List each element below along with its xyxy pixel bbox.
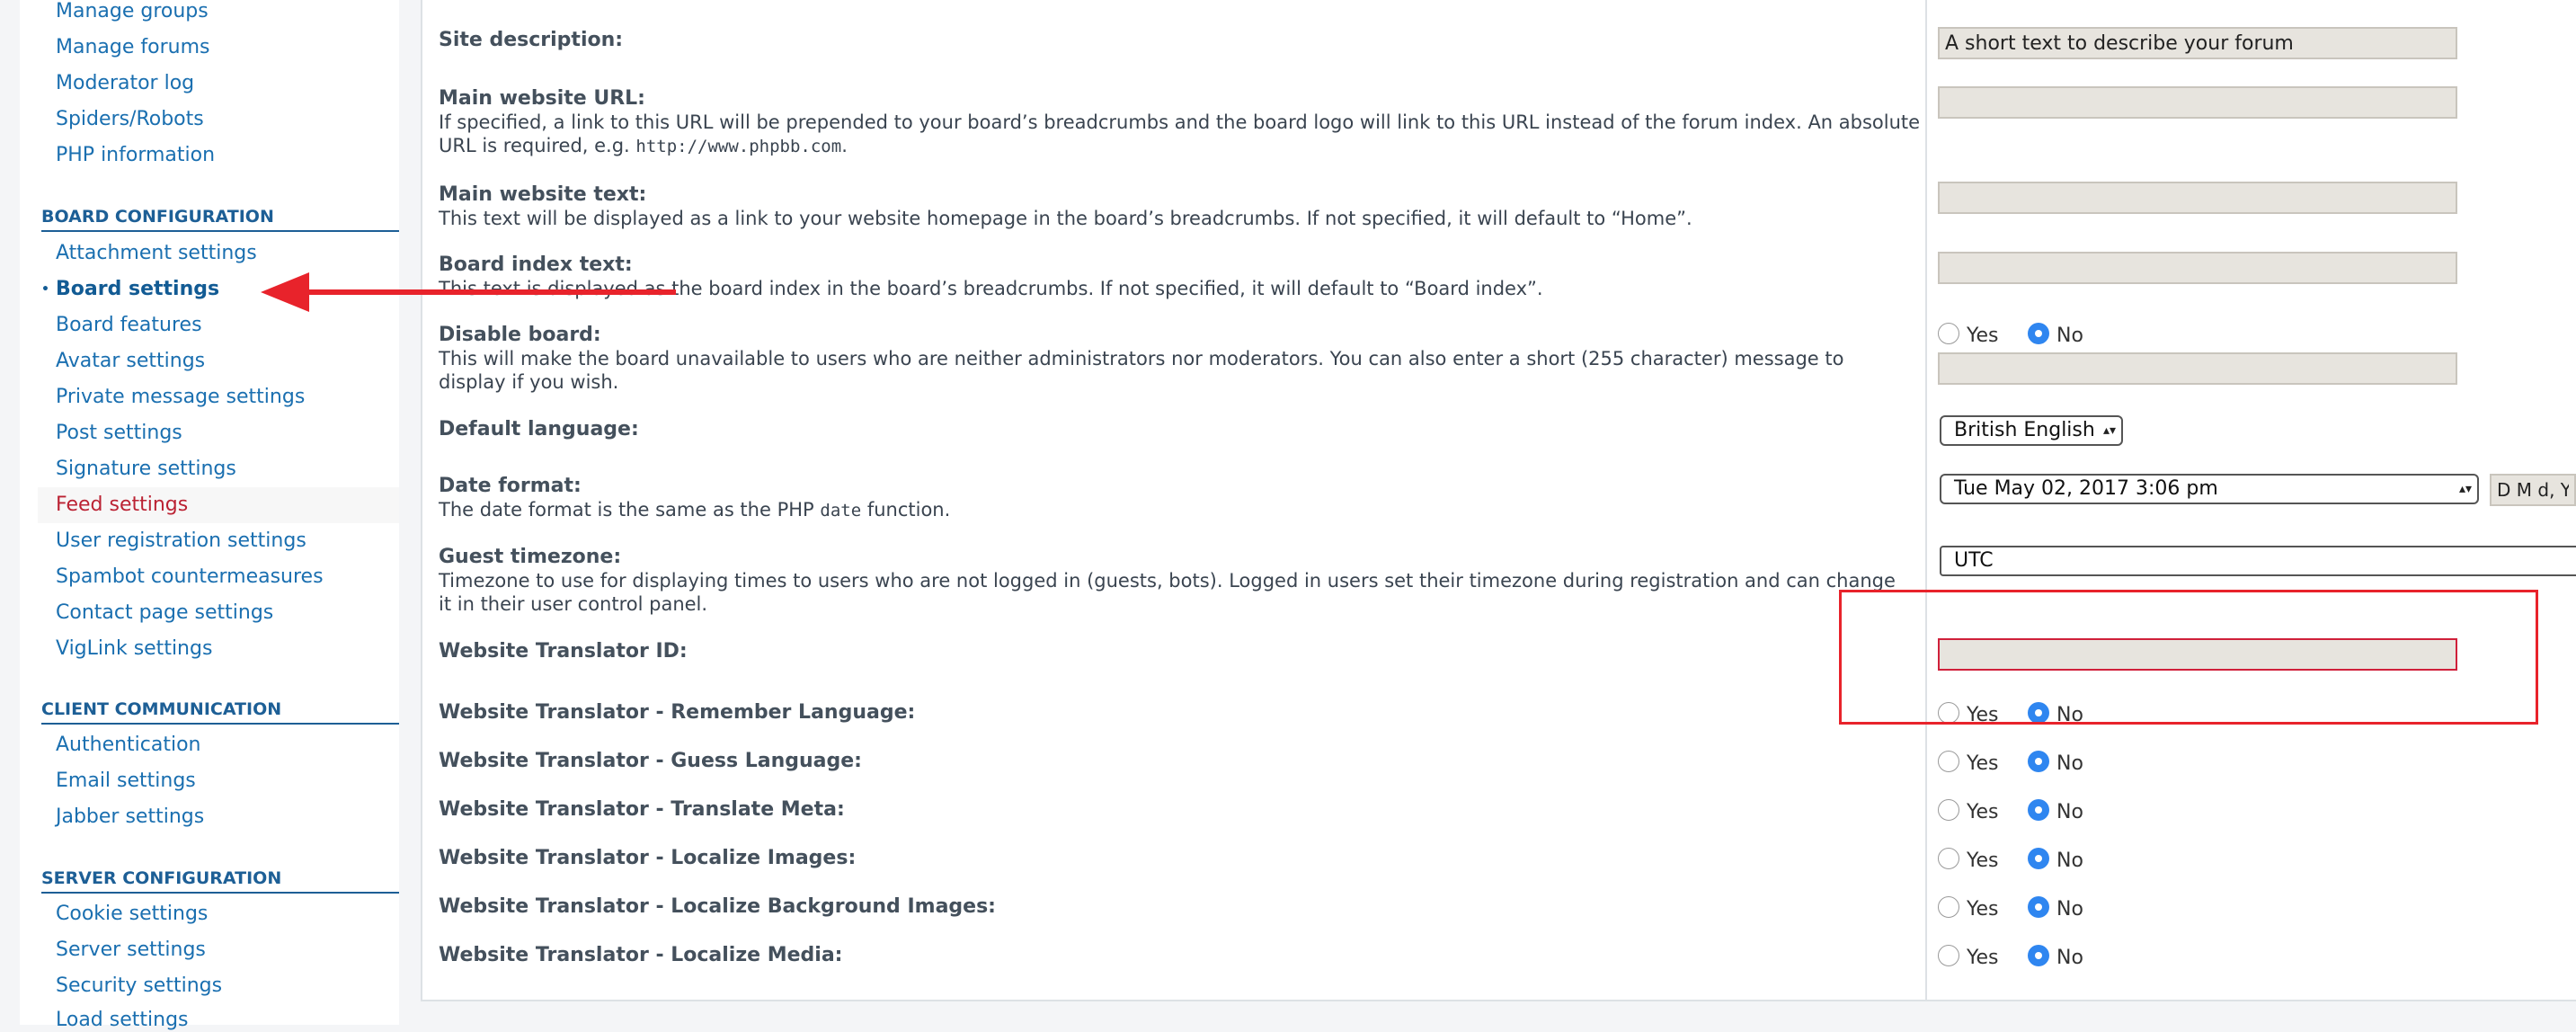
- no-label: No: [2056, 801, 2083, 823]
- disable-board-yes-radio[interactable]: [1938, 323, 1959, 344]
- yes-radio[interactable]: [1938, 896, 1959, 918]
- disable-board-no-radio[interactable]: [2028, 323, 2049, 344]
- site-description-label: Site description:: [439, 29, 624, 51]
- translator-row-radios: [1938, 799, 2118, 826]
- translator-row-radios: [1938, 751, 2118, 778]
- nav-user-registration-settings[interactable]: User registration settings: [56, 529, 306, 552]
- active-bullet-icon: •: [41, 282, 49, 297]
- nav-board-settings[interactable]: Board settings: [56, 278, 220, 300]
- guest-timezone-select[interactable]: UTC: [1940, 546, 2576, 576]
- no-radio[interactable]: [2028, 896, 2049, 918]
- no-label: No: [2056, 704, 2083, 726]
- no-label: No: [2056, 325, 2083, 347]
- site-description-input[interactable]: [1938, 27, 2457, 59]
- index-text-explain: This text is displayed as the board index in the board’s breadcrumbs. If not specified, it will default to “Board index”.: [439, 278, 1543, 299]
- translator-row-label: Website Translator - Guess Language:: [439, 750, 862, 772]
- translator-row-label: Website Translator - Remember Language:: [439, 701, 916, 724]
- no-radio[interactable]: [2028, 848, 2049, 869]
- no-label: No: [2056, 850, 2083, 872]
- nav-contact-page-settings[interactable]: Contact page settings: [56, 601, 274, 624]
- no-radio[interactable]: [2028, 945, 2049, 966]
- yes-label: Yes: [1967, 752, 1999, 775]
- no-label: No: [2056, 947, 2083, 969]
- disable-board-radios: [1938, 323, 2118, 350]
- yes-label: Yes: [1967, 325, 1999, 347]
- heading-board-configuration: BOARD CONFIGURATION: [41, 207, 399, 232]
- nav-cookie-settings[interactable]: Cookie settings: [56, 903, 209, 925]
- disable-board-label: Disable board:: [439, 324, 601, 346]
- column-divider: [1925, 0, 1927, 1000]
- yes-radio[interactable]: [1938, 751, 1959, 772]
- nav-spambot-countermeasures[interactable]: Spambot countermeasures: [56, 565, 324, 588]
- translator-row-label: Website Translator - Localize Media:: [439, 944, 843, 966]
- no-label: No: [2056, 752, 2083, 775]
- nav-post-settings[interactable]: Post settings: [56, 422, 182, 444]
- yes-label: Yes: [1967, 898, 1999, 921]
- translator-id-label: Website Translator ID:: [439, 640, 688, 663]
- translator-row-label: Website Translator - Translate Meta:: [439, 798, 845, 821]
- disable-board-explain: This will make the board unavailable to users who are neither administrators nor moderators. You can also enter a short (255 character) message to display if you wish.: [439, 348, 1844, 393]
- main-text-label: Main website text:: [439, 183, 647, 206]
- nav-feed-settings[interactable]: Feed settings: [56, 494, 189, 516]
- nav-moderator-log[interactable]: Moderator log: [56, 72, 195, 94]
- guest-timezone-explain: Timezone to use for displaying times to users who are not logged in (guests, bots). Logged in users set their timezone during registration and can change it in their user control panel.: [439, 570, 1896, 615]
- translator-row-radios: [1938, 848, 2118, 875]
- nav-manage-groups[interactable]: Manage groups: [56, 0, 209, 22]
- index-text-input[interactable]: [1938, 252, 2457, 284]
- nav-manage-forums[interactable]: Manage forums: [56, 36, 210, 58]
- guest-timezone-label: Guest timezone:: [439, 546, 622, 568]
- main-url-explain: If specified, a link to this URL will be prepended to your board’s breadcrumbs and the board logo will link to this URL instead of the forum index. An absolute URL is required, e.g. http://www.phpbb.com.: [439, 111, 1921, 156]
- translator-row-label: Website Translator - Localize Background Images:: [439, 895, 996, 918]
- no-radio[interactable]: [2028, 751, 2049, 772]
- nav-security-settings[interactable]: Security settings: [56, 974, 223, 997]
- nav-load-settings[interactable]: Load settings: [56, 1009, 189, 1031]
- main-url-label: Main website URL:: [439, 87, 645, 110]
- nav-spiders-robots[interactable]: Spiders/Robots: [56, 108, 204, 130]
- annotation-arrow-head: [261, 272, 309, 312]
- nav-php-information[interactable]: PHP information: [56, 144, 216, 166]
- yes-label: Yes: [1967, 801, 1999, 823]
- yes-label: Yes: [1967, 947, 1999, 969]
- yes-radio[interactable]: [1938, 848, 1959, 869]
- date-format-explain: The date format is the same as the PHP date function.: [439, 499, 951, 520]
- translator-row-label: Website Translator - Localize Images:: [439, 847, 857, 869]
- nav-server-settings[interactable]: Server settings: [56, 939, 206, 961]
- nav-avatar-settings[interactable]: Avatar settings: [56, 350, 206, 372]
- no-radio[interactable]: [2028, 799, 2049, 821]
- nav-private-message-settings[interactable]: Private message settings: [56, 386, 306, 408]
- nav-email-settings[interactable]: Email settings: [56, 770, 196, 792]
- yes-label: Yes: [1967, 850, 1999, 872]
- main-text-explain: This text will be displayed as a link to your website homepage in the board’s breadcrumbs. If not specified, it will default to “Home”.: [439, 208, 1692, 229]
- disable-board-message-input[interactable]: [1938, 352, 2457, 385]
- annotation-highlight-box: [1839, 590, 2538, 725]
- yes-radio[interactable]: [1938, 945, 1959, 966]
- date-format-label: Date format:: [439, 475, 582, 497]
- select-arrows-icon: ▴▾: [2102, 423, 2116, 438]
- date-format-select[interactable]: Tue May 02, 2017 3:06 pm ▴▾: [1940, 474, 2479, 504]
- yes-radio[interactable]: [1938, 799, 1959, 821]
- heading-client-communication: CLIENT COMMUNICATION: [41, 699, 399, 725]
- select-arrows-icon: ▴▾: [2458, 482, 2472, 496]
- index-text-label: Board index text:: [439, 254, 633, 276]
- main-text-input[interactable]: [1938, 182, 2457, 214]
- yes-label: Yes: [1967, 704, 1999, 726]
- nav-attachment-settings[interactable]: Attachment settings: [56, 242, 257, 264]
- nav-authentication[interactable]: Authentication: [56, 734, 201, 756]
- no-label: No: [2056, 898, 2083, 921]
- nav-signature-settings[interactable]: Signature settings: [56, 458, 236, 480]
- heading-server-configuration: SERVER CONFIGURATION: [41, 868, 399, 894]
- translator-row-radios: [1938, 896, 2118, 923]
- nav-jabber-settings[interactable]: Jabber settings: [56, 805, 205, 828]
- default-language-select[interactable]: British English ▴▾: [1940, 415, 2123, 446]
- main-url-input[interactable]: [1938, 86, 2457, 119]
- translator-row-radios: [1938, 945, 2118, 972]
- default-language-label: Default language:: [439, 418, 639, 440]
- nav-board-features[interactable]: Board features: [56, 314, 202, 336]
- nav-viglink-settings[interactable]: VigLink settings: [56, 637, 213, 660]
- date-format-custom-input[interactable]: [2490, 474, 2576, 506]
- annotation-arrow: [0, 0, 701, 324]
